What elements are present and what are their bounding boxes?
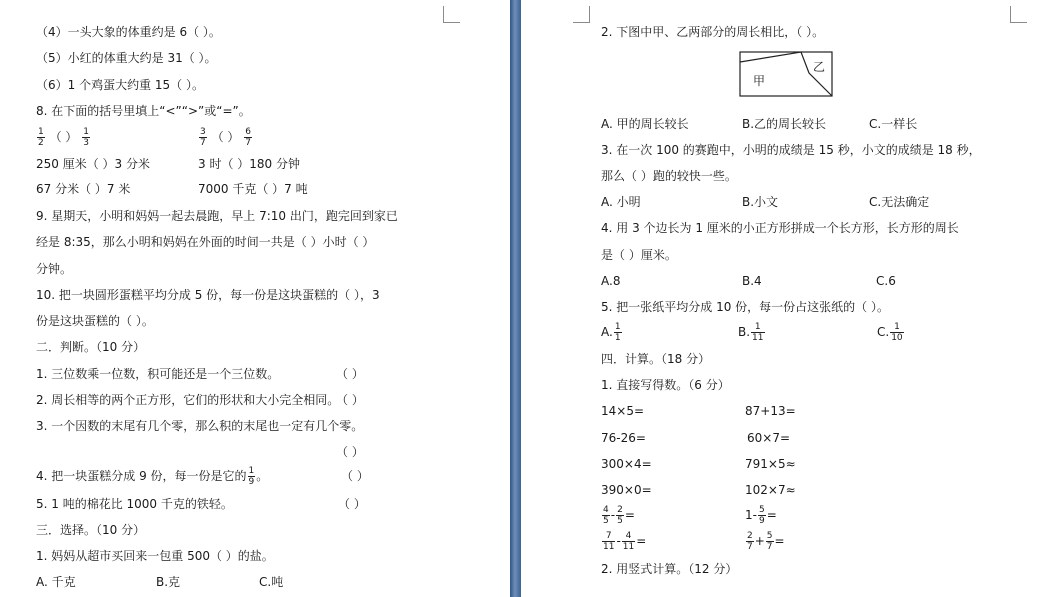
numerator: 1 bbox=[751, 322, 764, 333]
denominator: 9 bbox=[248, 477, 255, 487]
fraction bbox=[199, 127, 207, 148]
calc-item: 76-26= bbox=[601, 431, 646, 445]
fraction bbox=[746, 531, 754, 552]
judge-3: 3. 一个因数的末尾有几个零，那么积的末尾也一定有几个零。 bbox=[36, 419, 364, 433]
denominator: 7 bbox=[766, 542, 773, 552]
denominator: 2 bbox=[38, 138, 44, 148]
judge-2: 2. 周长相等的两个正方形，它们的形状和大小完全相同。 bbox=[36, 393, 340, 407]
judge-2-mark: （ ） bbox=[336, 393, 364, 407]
choice-5-option bbox=[877, 320, 905, 344]
choice-3-option: B.小文 bbox=[742, 195, 779, 209]
question-9-cont: 经是 8:35，那么小明和妈妈在外面的时间一共是（ ）小时（ ） bbox=[36, 235, 375, 249]
fraction bbox=[602, 531, 615, 552]
calc-item: 87+13= bbox=[745, 404, 796, 418]
choice-5: 5. 把一张纸平均分成 10 份，每一份占这张纸的（ ）。 bbox=[601, 300, 889, 314]
equals: = bbox=[774, 534, 785, 548]
blank: （ ） bbox=[211, 130, 240, 144]
fraction-compare-a bbox=[36, 125, 91, 149]
numerator: 5 bbox=[758, 505, 765, 515]
numerator: 6 bbox=[245, 127, 251, 137]
choice-3-option: C.无法确定 bbox=[869, 195, 930, 209]
choice-1-option: B.克 bbox=[156, 575, 181, 589]
question-8-title: 8. 在下面的括号里填上“<”“>”或“=”。 bbox=[36, 104, 251, 118]
numerator: 2 bbox=[747, 531, 753, 541]
denominator: 7 bbox=[200, 138, 206, 148]
fraction-compare-b bbox=[198, 125, 253, 149]
denominator: 9 bbox=[758, 516, 765, 526]
judge-4-mark: （ ） bbox=[341, 469, 369, 483]
choice-5-option bbox=[601, 320, 623, 344]
fraction bbox=[890, 322, 903, 343]
compare-item: 3 时（ ）180 分钟 bbox=[198, 157, 300, 171]
compare-item: 67 分米（ ）7 米 bbox=[36, 182, 131, 196]
question-5: （5）小红的体重大约是 31（ ）。 bbox=[36, 51, 217, 65]
fraction-calc bbox=[601, 529, 646, 553]
option-label: B. bbox=[738, 325, 751, 339]
fraction bbox=[758, 505, 766, 526]
fraction-calc bbox=[745, 503, 777, 527]
equals: = bbox=[636, 534, 647, 548]
judge-1-mark: （ ） bbox=[336, 367, 364, 381]
numerator: 4 bbox=[603, 505, 609, 515]
choice-2-option: B.乙的周长较长 bbox=[742, 117, 827, 131]
question-10-cont: 份是这块蛋糕的（ ）。 bbox=[36, 314, 154, 328]
denominator: 11 bbox=[752, 333, 764, 343]
calc-item: 60×7= bbox=[747, 431, 791, 445]
choice-2-option: C.一样长 bbox=[869, 117, 918, 131]
page-corner-mark bbox=[443, 6, 460, 23]
numerator: 7 bbox=[602, 531, 615, 542]
perimeter-figure bbox=[739, 51, 835, 99]
right-page bbox=[521, 0, 1040, 597]
fraction bbox=[614, 322, 622, 343]
denominator: 5 bbox=[603, 516, 609, 526]
calc-1-title: 1. 直接写得数。（6 分） bbox=[601, 378, 730, 392]
fraction bbox=[248, 466, 256, 487]
fraction-calc bbox=[745, 529, 785, 553]
denominator: 7 bbox=[245, 138, 251, 148]
question-9-cont: 分钟。 bbox=[36, 262, 73, 276]
fraction bbox=[751, 322, 764, 343]
operator: - bbox=[610, 508, 616, 522]
judge-5-mark: （ ） bbox=[338, 497, 366, 511]
operator: + bbox=[754, 534, 765, 548]
numerator: 1 bbox=[248, 466, 255, 476]
numerator: 3 bbox=[200, 127, 206, 137]
numerator: 2 bbox=[617, 505, 623, 515]
denominator: 5 bbox=[617, 516, 623, 526]
choice-1-option: C.吨 bbox=[259, 575, 284, 589]
calc-item: 390×0= bbox=[601, 483, 652, 497]
choice-4-option: A.8 bbox=[601, 274, 621, 288]
denominator: 11 bbox=[622, 542, 635, 552]
question-6: （6）1 个鸡蛋大约重 15（ ）。 bbox=[36, 78, 204, 92]
fraction bbox=[616, 505, 624, 526]
choice-2: 2. 下图中甲、乙两部分的周长相比，（ ）。 bbox=[601, 25, 825, 39]
question-9: 9. 星期天，小明和妈妈一起去晨跑，早上 7:10 出门，跑完回到家已 bbox=[36, 209, 398, 223]
calc-item: 102×7≈ bbox=[745, 483, 796, 497]
judge-4 bbox=[36, 464, 268, 488]
calc-2-title: 2. 用竖式计算。（12 分） bbox=[601, 562, 738, 576]
choice-4-cont: 是（ ）厘米。 bbox=[601, 248, 677, 262]
judge-1: 1. 三位数乘一位数，积可能还是一个三位数。 bbox=[36, 367, 280, 381]
section-2-heading: 二．判断。（10 分） bbox=[36, 340, 146, 354]
fraction-calc bbox=[601, 503, 635, 527]
choice-4: 4. 用 3 个边长为 1 厘米的小正方形拼成一个长方形，长方形的周长 bbox=[601, 221, 959, 235]
denominator: 7 bbox=[747, 542, 753, 552]
denominator: 11 bbox=[603, 542, 615, 552]
choice-1-option: A. 千克 bbox=[36, 575, 76, 589]
fraction bbox=[82, 127, 90, 148]
figure-label-yi: 乙 bbox=[813, 60, 826, 74]
numerator: 4 bbox=[622, 531, 635, 542]
calc-item: 14×5= bbox=[601, 404, 645, 418]
compare-item: 7000 千克（ ）7 吨 bbox=[198, 182, 308, 196]
numerator: 1 bbox=[890, 322, 903, 333]
fraction bbox=[37, 127, 45, 148]
choice-4-option: B.4 bbox=[742, 274, 762, 288]
denominator: 10 bbox=[891, 333, 903, 343]
calc-item: 791×5≈ bbox=[745, 457, 796, 471]
question-4: （4）一头大象的体重约是 6（ ）。 bbox=[36, 25, 221, 39]
fraction bbox=[766, 531, 774, 552]
choice-3-cont: 那么（ ）跑的较快一些。 bbox=[601, 169, 737, 183]
judge-4-end: 。 bbox=[256, 469, 269, 483]
fraction bbox=[244, 127, 252, 148]
judge-3-mark: （ ） bbox=[336, 445, 364, 459]
judge-4-text: 4. 把一块蛋糕分成 9 份，每一份是它的 bbox=[36, 469, 247, 483]
choice-4-option: C.6 bbox=[876, 274, 896, 288]
operator: - bbox=[616, 534, 621, 548]
denominator: 3 bbox=[83, 138, 89, 148]
left-page bbox=[0, 0, 510, 597]
judge-5: 5. 1 吨的棉花比 1000 千克的铁轻。 bbox=[36, 497, 233, 511]
figure-label-jia: 甲 bbox=[753, 74, 766, 88]
operand: 1- bbox=[745, 508, 757, 522]
fraction bbox=[622, 531, 635, 552]
numerator: 1 bbox=[614, 322, 621, 332]
choice-5-option bbox=[738, 320, 766, 344]
blank: （ ） bbox=[49, 130, 78, 144]
choice-3: 3. 在一次 100 的赛跑中，小明的成绩是 15 秒，小文的成绩是 18 秒， bbox=[601, 143, 981, 157]
equals: = bbox=[766, 508, 777, 522]
compare-item: 250 厘米（ ）3 分米 bbox=[36, 157, 150, 171]
question-10: 10. 把一块圆形蛋糕平均分成 5 份，每一份是这块蛋糕的（ ），3 bbox=[36, 288, 380, 302]
option-label: C. bbox=[877, 325, 890, 339]
fraction bbox=[602, 505, 610, 526]
numerator: 1 bbox=[83, 127, 89, 137]
denominator: 1 bbox=[614, 333, 621, 343]
calc-item: 300×4= bbox=[601, 457, 652, 471]
choice-3-option: A. 小明 bbox=[601, 195, 641, 209]
numerator: 5 bbox=[766, 531, 773, 541]
numerator: 1 bbox=[38, 127, 44, 137]
page-corner-mark bbox=[1010, 6, 1027, 23]
equals: = bbox=[624, 508, 635, 522]
option-label: A. bbox=[601, 325, 613, 339]
choice-2-option: A. 甲的周长较长 bbox=[601, 117, 689, 131]
page-corner-mark bbox=[573, 6, 590, 23]
choice-1: 1. 妈妈从超市买回来一包重 500（ ）的盐。 bbox=[36, 549, 274, 563]
section-4-heading: 四．计算。（18 分） bbox=[601, 352, 711, 366]
page-gutter bbox=[510, 0, 521, 597]
section-3-heading: 三．选择。（10 分） bbox=[36, 523, 146, 537]
